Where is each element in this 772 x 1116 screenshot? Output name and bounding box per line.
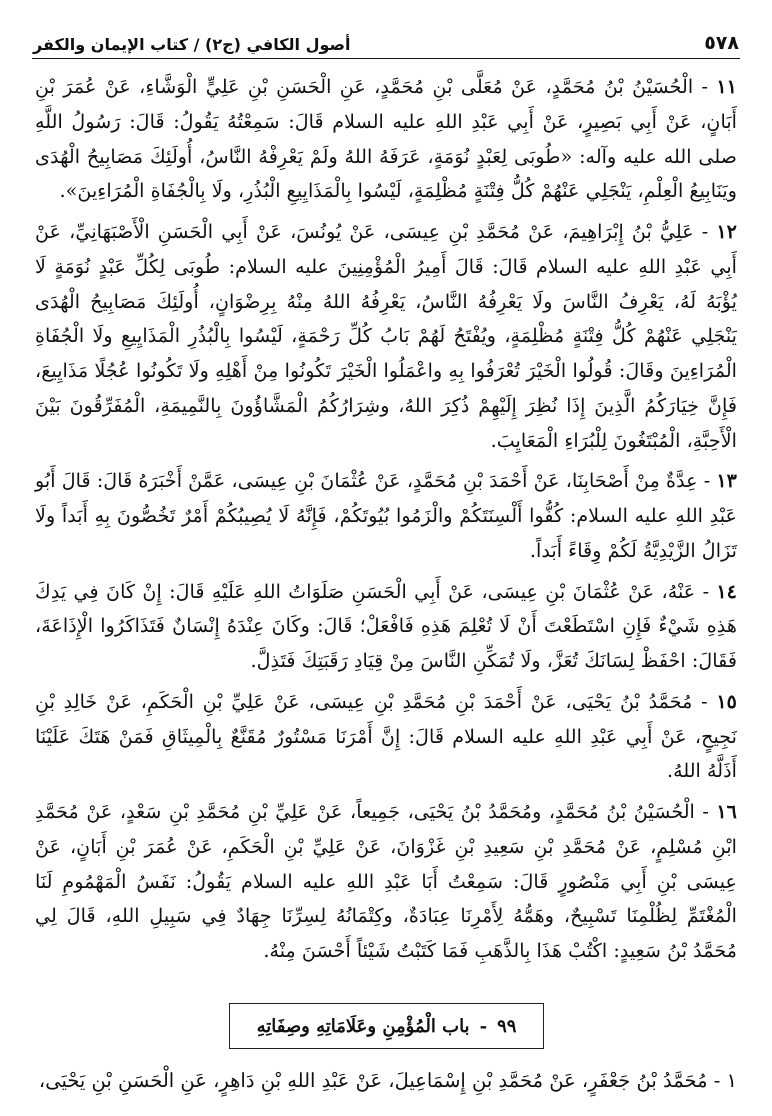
hadith-text: الْحُسَيْنُ بْنُ مُحَمَّدٍ، عَنْ مُعَلَّى بْنِ مُحَمَّدٍ، عَنِ الْحَسَنِ بْنِ عَلِيٍّ الْوَشَّاءِ، عَنْ عُمَرَ بْنِ أَبَانٍ، عَنْ أَبِي بَصِيرٍ، عَنْ أَبِي عَبْدِ اللهِ عليه السلام قَالَ: سَمِعْتُهُ يَقُولُ: قَالَ: رَسُولُ اللَّهِ صلى الله عليه وآله: «طُوبَى لِعَبْدٍ نُوَمَةٍ، عَرَفَهُ اللهُ ولَمْ يَعْرِفْهُ النَّاسُ، أُولَئِكَ مَصَابِيحُ الْهُدَى ويَنَابِيعُ الْعِلْمِ، يَنْجَلِي عَنْهُمْ كُلُّ فِتْنَةٍ مُظْلِمَةٍ، لَيْسُوا بِالْمَذَايِيعِ الْبُذُرِ، ولَا بِالْجُفَاةِ الْمُرَاءِينَ». (35, 75, 737, 203)
chapter-number: ٩٩ (497, 1015, 517, 1037)
hadith-number: ١٣ (716, 469, 737, 493)
hadith-text: عِدَّةٌ مِنْ أَصْحَابِنَا، عَنْ أَحْمَدَ بْنِ مُحَمَّدٍ، عَنْ عُثْمَانَ بْنِ عِيسَى، عَمَّنْ أَخْبَرَهُ قَالَ: قَالَ أَبُو عَبْدِ اللهِ عليه السلام: كُفُّوا أَلْسِنَتَكُمْ والْزَمُوا بُيُوتَكُمْ، فَإِنَّهُ لَا يُصِيبُكُمْ أَمْرٌ تَخُصُّونَ بِهِ أَبَداً ولَا تَزَالُ الزَّيْدِيَّةُ لَكُمْ وِقَاءً أَبَداً. (35, 469, 737, 562)
hadith-text: الْحُسَيْنُ بْنُ مُحَمَّدٍ، ومُحَمَّدُ بْنُ يَحْيَى، جَمِيعاً، عَنْ عَلِيِّ بْنِ مُحَمَّدِ بْنِ سَعْدٍ، عَنْ مُحَمَّدِ ابْنِ مُسْلِمٍ، عَنْ مُحَمَّدِ بْنِ سَعِيدِ بْنِ غَزْوَانَ، عَنْ عَلِيِّ بْنِ الْحَكَمِ، عَنْ عُمَرَ بْنِ أَبَانٍ، عَنْ عِيسَى بْنِ أَبِي مَنْصُورٍ قَالَ: سَمِعْتُ أَبَا عَبْدِ اللهِ عليه السلام يَقُولُ: نَفَسُ الْمَهْمُومِ لَنَا الْمُغْتَمِّ لِظُلْمِنَا تَسْبِيحٌ، وهَمُّهُ لِأَمْرِنَا عِبَادَةٌ، وكِتْمَانُهُ لِسِرِّنَا جِهَادٌ فِي سَبِيلِ اللهِ، قَالَ لِي مُحَمَّدُ بْنُ سَعِيدٍ: اكْتُبْ هَذَا بِالذَّهَبِ فَمَا كَتَبْتُ شَيْئاً أَحْسَنَ مِنْهُ. (35, 800, 737, 962)
header-rule (32, 58, 740, 59)
page-number: ٥٧٨ (704, 32, 739, 54)
hadith-text: عَنْهُ، عَنْ عُثْمَانَ بْنِ عِيسَى، عَنْ أَبِي الْحَسَنِ صَلَوَاتُ اللهِ عَلَيْهِ قَالَ: إِنْ كَانَ فِي يَدِكَ هَذِهِ شَيْءٌ فَإِنِ اسْتَطَعْتَ أَنْ لَا تُعْلِمَ هَذِهِ فَافْعَلْ؛ قَالَ: وكَانَ عِنْدَهُ إِنْسَانٌ فَتَذَاكَرُوا الْإِذَاعَةَ، فَقَالَ: احْفَظْ لِسَانَكَ تُعَزَّ، ولَا تُمَكِّنِ النَّاسَ مِنْ قِيَادِ رَقَبَتِكَ فَتَذِلَّ. (35, 579, 737, 672)
hadith-12: ١٢ - عَلِيُّ بْنُ إِبْرَاهِيمَ، عَنْ مُحَمَّدِ بْنِ عِيسَى، عَنْ يُونُسَ، عَنْ أَبِي الْحَسَنِ الْأَصْبَهَانِيِّ، عَنْ أَبِي عَبْدِ اللهِ عليه السلام قَالَ: قَالَ أَمِيرُ الْمُؤْمِنِينَ عليه السلام: طُوبَى لِكُلِّ عَبْدٍ نُوَمَةٍ لَا يُؤْبَهُ لَهُ، يَعْرِفُ النَّاسَ ولَا يَعْرِفُهُ النَّاسُ، يَعْرِفُهُ اللهُ مِنْهُ بِرِضْوَانٍ، أُولَئِكَ مَصَابِيحُ الْهُدَى يَنْجَلِي عَنْهُمْ كُلُّ فِتْنَةٍ مُظْلِمَةٍ، ويُفْتَحُ لَهُمْ بَابُ كُلِّ رَحْمَةٍ، لَيْسُوا بِالْبُذُرِ الْمَذَايِيعِ ولَا الْجُفَاةِ الْمُرَاءِينَ وقَالَ: قُولُوا الْخَيْرَ تُعْرَفُوا بِهِ واعْمَلُوا الْخَيْرَ تَكُونُوا مِنْ أَهْلِهِ ولَا تَكُونُوا عُجُلًا مَذَايِيعَ، فَإِنَّ خِيَارَكُمُ الَّذِينَ إِذَا نُظِرَ إِلَيْهِمْ ذُكِرَ اللهُ، وشِرَارُكُمُ الْمَشَّاؤُونَ بِالنَّمِيمَةِ، الْمُفَرِّقُونَ بَيْنَ الْأَحِبَّةِ، الْمُبْتَغُونَ لِلْبُرَاءِ الْمَعَايِبَ. (35, 220, 737, 452)
hadith-text: مُحَمَّدُ بْنُ جَعْفَرٍ، عَنْ مُحَمَّدِ بْنِ إِسْمَاعِيلَ، عَنْ عَبْدِ اللهِ بْنِ دَاهِرٍ، عَنِ الْحَسَنِ بْنِ يَحْيَى، (38, 1069, 708, 1092)
hadith-14: ١٤ - عَنْهُ، عَنْ عُثْمَانَ بْنِ عِيسَى، عَنْ أَبِي الْحَسَنِ صَلَوَاتُ اللهِ عَلَيْهِ قَالَ: إِنْ كَانَ فِي يَدِكَ هَذِهِ شَيْءٌ فَإِنِ اسْتَطَعْتَ أَنْ لَا تُعْلِمَ هَذِهِ فَافْعَلْ؛ قَالَ: وكَانَ عِنْدَهُ إِنْسَانٌ فَتَذَاكَرُوا الْإِذَاعَةَ، فَقَالَ: احْفَظْ لِسَانَكَ تُعَزَّ، ولَا تُمَكِّنِ النَّاسَ مِنْ قِيَادِ رَقَبَتِكَ فَتَذِلَّ. (35, 579, 737, 672)
hadith-15: ١٥ - مُحَمَّدُ بْنُ يَحْيَى، عَنْ أَحْمَدَ بْنِ مُحَمَّدِ بْنِ عِيسَى، عَنْ عَلِيِّ بْنِ الْحَكَمِ، عَنْ خَالِدِ بْنِ نَجِيحٍ، عَنْ أَبِي عَبْدِ اللهِ عليه السلام قَالَ: إِنَّ أَمْرَنَا مَسْتُورٌ مُقَنَّعٌ بِالْمِيثَاقِ فَمَنْ هَتَكَ عَلَيْنَا أَذَلَّهُ اللهُ. (35, 689, 737, 783)
hadith-11: ١١ - الْحُسَيْنُ بْنُ مُحَمَّدٍ، عَنْ مُعَلَّى بْنِ مُحَمَّدٍ، عَنِ الْحَسَنِ بْنِ عَلِيٍّ الْوَشَّاءِ، عَنْ عُمَرَ بْنِ أَبَانٍ، عَنْ أَبِي بَصِيرٍ، عَنْ أَبِي عَبْدِ اللهِ عليه السلام قَالَ: سَمِعْتُهُ يَقُولُ: قَالَ: رَسُولُ اللَّهِ صلى الله عليه وآله: «طُوبَى لِعَبْدٍ نُوَمَةٍ، عَرَفَهُ اللهُ ولَمْ يَعْرِفْهُ النَّاسُ، أُولَئِكَ مَصَابِيحُ الْهُدَى ويَنَابِيعُ الْعِلْمِ، يَنْجَلِي عَنْهُمْ كُلُّ فِتْنَةٍ مُظْلِمَةٍ، لَيْسُوا بِالْمَذَايِيعِ الْبُذُرِ، ولَا بِالْجُفَاةِ الْمُرَاءِينَ». (35, 75, 737, 203)
hadith-text: عَلِيُّ بْنُ إِبْرَاهِيمَ، عَنْ مُحَمَّدِ بْنِ عِيسَى، عَنْ يُونُسَ، عَنْ أَبِي الْحَسَنِ الْأَصْبَهَانِيِّ، عَنْ أَبِي عَبْدِ اللهِ عليه السلام قَالَ: قَالَ أَمِيرُ الْمُؤْمِنِينَ عليه السلام: طُوبَى لِكُلِّ عَبْدٍ نُوَمَةٍ لَا يُؤْبَهُ لَهُ، يَعْرِفُ النَّاسَ ولَا يَعْرِفُهُ النَّاسُ، يَعْرِفُهُ اللهُ مِنْهُ بِرِضْوَانٍ، أُولَئِكَ مَصَابِيحُ الْهُدَى يَنْجَلِي عَنْهُمْ كُلُّ فِتْنَةٍ مُظْلِمَةٍ، ويُفْتَحُ لَهُمْ بَابُ كُلِّ رَحْمَةٍ، لَيْسُوا بِالْبُذُرِ الْمَذَايِيعِ ولَا الْجُفَاةِ الْمُرَاءِينَ وقَالَ: قُولُوا الْخَيْرَ تُعْرَفُوا بِهِ واعْمَلُوا الْخَيْرَ تَكُونُوا مِنْ أَهْلِهِ ولَا تَكُونُوا عُجُلًا مَذَايِيعَ، فَإِنَّ خِيَارَكُمُ الَّذِينَ إِذَا نُظِرَ إِلَيْهِمْ ذُكِرَ اللهُ، وشِرَارُكُمُ الْمَشَّاؤُونَ بِالنَّمِيمَةِ، الْمُفَرِّقُونَ بَيْنَ الْأَحِبَّةِ، الْمُبْتَغُونَ لِلْبُرَاءِ الْمَعَايِبَ. (35, 220, 737, 452)
hadith-number: ١١ (716, 75, 737, 98)
chapter-dash: - (479, 1015, 488, 1037)
hadith-number: ١٤ (716, 579, 737, 603)
hadith-number: ١٦ (716, 800, 737, 823)
hadith-13: ١٣ - عِدَّةٌ مِنْ أَصْحَابِنَا، عَنْ أَحْمَدَ بْنِ مُحَمَّدٍ، عَنْ عُثْمَانَ بْنِ عِيسَى، عَمَّنْ أَخْبَرَهُ قَالَ: قَالَ أَبُو عَبْدِ اللهِ عليه السلام: كُفُّوا أَلْسِنَتَكُمْ والْزَمُوا بُيُوتَكُمْ، فَإِنَّهُ لَا يُصِيبُكُمْ أَمْرٌ تَخُصُّونَ بِهِ أَبَداً ولَا تَزَالُ الزَّيْدِيَّةُ لَكُمْ وِقَاءً أَبَداً. (35, 469, 737, 562)
hadith-number: ١٢ (716, 220, 737, 243)
hadith-number: ١ (726, 1069, 737, 1092)
page-header (33, 20, 739, 54)
chapter-heading-box (229, 1003, 544, 1049)
hadith-number: ١٥ (716, 689, 737, 713)
next-hadith: ١ - مُحَمَّدُ بْنُ جَعْفَرٍ، عَنْ مُحَمَّدِ بْنِ إِسْمَاعِيلَ، عَنْ عَبْدِ اللهِ بْنِ دَاهِرٍ، عَنِ الْحَسَنِ بْنِ يَحْيَى، (38, 1069, 737, 1092)
chapter-title: باب الْمُؤْمِنِ وعَلَامَاتِهِ وصِفَاتِهِ (256, 1015, 470, 1037)
hadith-list (35, 70, 737, 969)
hadith-text: مُحَمَّدُ بْنُ يَحْيَى، عَنْ أَحْمَدَ بْنِ مُحَمَّدِ بْنِ عِيسَى، عَنْ عَلِيِّ بْنِ الْحَكَمِ، عَنْ خَالِدِ بْنِ نَجِيحٍ، عَنْ أَبِي عَبْدِ اللهِ عليه السلام قَالَ: إِنَّ أَمْرَنَا مَسْتُورٌ مُقَنَّعٌ بِالْمِيثَاقِ فَمَنْ هَتَكَ عَلَيْنَا أَذَلَّهُ اللهُ. (35, 689, 737, 783)
running-title: أصول الكافي (ج٢) / كتاب الإيمان والكفر (33, 35, 351, 54)
hadith-16: ١٦ - الْحُسَيْنُ بْنُ مُحَمَّدٍ، ومُحَمَّدُ بْنُ يَحْيَى، جَمِيعاً، عَنْ عَلِيِّ بْنِ مُحَمَّدِ بْنِ سَعْدٍ، عَنْ مُحَمَّدِ ابْنِ مُسْلِمٍ، عَنْ مُحَمَّدِ بْنِ سَعِيدِ بْنِ غَزْوَانَ، عَنْ عَلِيِّ بْنِ الْحَكَمِ، عَنْ عُمَرَ بْنِ أَبَانٍ، عَنْ عِيسَى بْنِ أَبِي مَنْصُورٍ قَالَ: سَمِعْتُ أَبَا عَبْدِ اللهِ عليه السلام يَقُولُ: نَفَسُ الْمَهْمُومِ لَنَا الْمُغْتَمِّ لِظُلْمِنَا تَسْبِيحٌ، وهَمُّهُ لِأَمْرِنَا عِبَادَةٌ، وكِتْمَانُهُ لِسِرِّنَا جِهَادٌ فِي سَبِيلِ اللهِ، قَالَ لِي مُحَمَّدُ بْنُ سَعِيدٍ: اكْتُبْ هَذَا بِالذَّهَبِ فَمَا كَتَبْتُ شَيْئاً أَحْسَنَ مِنْهُ. (35, 800, 737, 962)
